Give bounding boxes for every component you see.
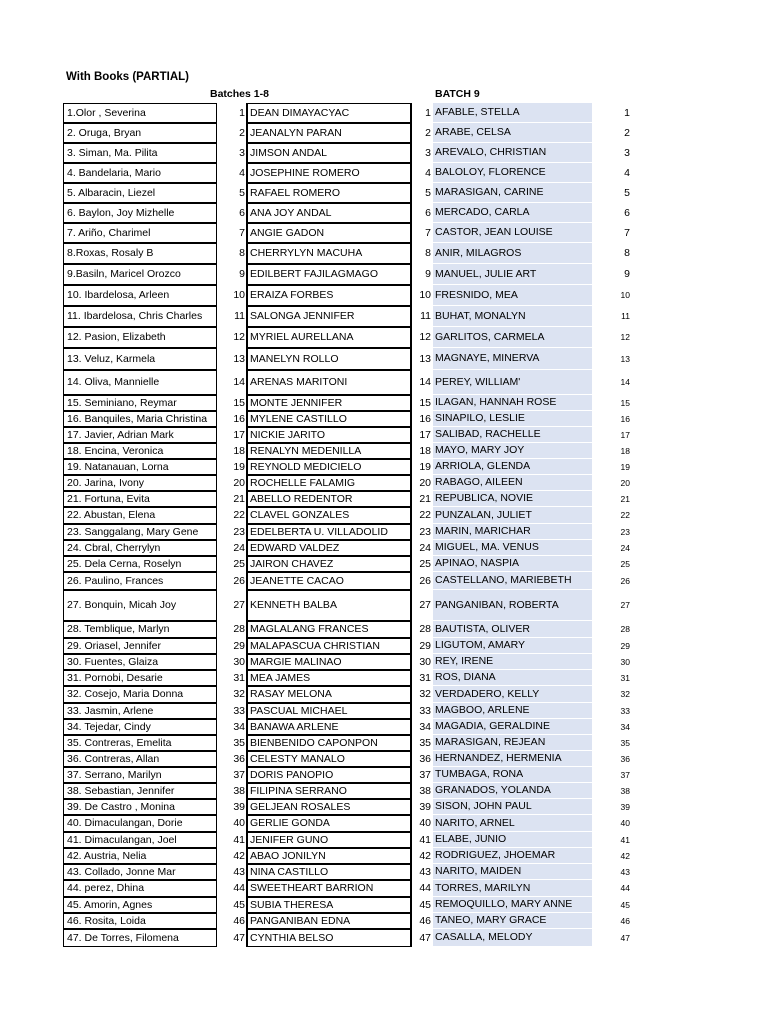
batch-number-cell: 35: [233, 736, 245, 749]
batch9-count-cell: 46: [620, 915, 630, 926]
batch9-count-cell: 38: [620, 785, 630, 796]
batch-name-cell: DORIS PANOPIO: [246, 767, 412, 783]
member-name-cell: 39. De Castro , Monina: [63, 799, 217, 815]
member-name-cell: 4. Bandelaria, Mario: [63, 163, 217, 183]
member-name-cell: 1.Olor , Severina: [63, 103, 217, 123]
batch-number-cell: 29: [233, 639, 245, 652]
member-name-cell: 42. Austria, Nelia: [63, 848, 217, 864]
batch9-count-cell: 35: [620, 737, 630, 748]
header-batches-1-8: Batches 1-8: [210, 88, 269, 100]
batch9-name-cell: MARASIGAN, CARINE: [433, 183, 592, 203]
batch-number-cell: 26: [233, 574, 245, 587]
batch9-name-cell: NARITO, MAIDEN: [433, 864, 592, 880]
member-name-cell: 20. Jarina, Ivony: [63, 475, 217, 491]
batch9-number-cell: 1: [425, 106, 431, 119]
batch9-count-cell: 11: [621, 311, 630, 322]
batch9-name-cell: MARASIGAN, REJEAN: [433, 735, 592, 751]
batch-name-cell: JAIRON CHAVEZ: [246, 556, 412, 572]
batch-number-cell: 14: [233, 376, 245, 389]
batch-name-cell: PANGANIBAN EDNA: [246, 913, 412, 929]
batch-number-cell: 42: [233, 849, 245, 862]
batch-name-cell: CLAVEL GONZALES: [246, 507, 412, 524]
batch-name-cell: ARENAS MARITONI: [246, 370, 412, 395]
batch9-name-cell: REPUBLICA, NOVIE: [433, 491, 592, 507]
batch-number-cell: 23: [233, 525, 245, 538]
batch-name-cell: MANELYN ROLLO: [246, 348, 412, 370]
batch9-name-cell: HERNANDEZ, HERMENIA: [433, 751, 592, 767]
member-name-cell: 40. Dimaculangan, Dorie: [63, 815, 217, 832]
member-name-cell: 28. Temblique, Marlyn: [63, 621, 217, 638]
batch-number-cell: 15: [233, 396, 245, 409]
batch-number-cell: 37: [233, 768, 245, 781]
batch9-count-cell: 32: [620, 689, 630, 700]
batch9-name-cell: CASTOR, JEAN LOUISE: [433, 223, 592, 243]
batch-name-cell: MONTE JENNIFER: [246, 395, 412, 411]
member-name-cell: 33. Jasmin, Arlene: [63, 703, 217, 719]
batch9-name-cell: MAGBOO, ARLENE: [433, 703, 592, 719]
member-name-cell: 3. Siman, Ma. Pilita: [63, 143, 217, 163]
batch9-number-cell: 39: [419, 800, 431, 813]
member-name-cell: 29. Oriasel, Jennifer: [63, 638, 217, 654]
batch9-number-cell: 33: [419, 704, 431, 717]
batch9-number-cell: 23: [419, 525, 431, 538]
batch9-number-cell: 41: [419, 833, 431, 846]
member-name-cell: 27. Bonquin, Micah Joy: [63, 590, 217, 621]
batch9-number-cell: 40: [419, 817, 431, 830]
batch9-count-cell: 16: [620, 413, 630, 424]
batch9-number-cell: 20: [419, 476, 431, 489]
batch9-count-cell: 28: [620, 624, 630, 635]
batch-name-cell: JEANALYN PARAN: [246, 123, 412, 143]
batch9-number-cell: 34: [419, 720, 431, 733]
batch-number-cell: 5: [239, 186, 245, 199]
batch9-count-cell: 42: [620, 850, 630, 861]
member-name-cell: 24. Cbral, Cherrylyn: [63, 540, 217, 556]
member-name-cell: 17. Javier, Adrian Mark: [63, 427, 217, 443]
batch9-number-cell: 16: [419, 412, 431, 425]
batch-name-cell: GERLIE GONDA: [246, 815, 412, 832]
batch9-count-cell: 23: [620, 526, 630, 537]
batch9-count-cell: 12: [620, 332, 630, 343]
member-name-cell: 9.Basiln, Maricel Orozco: [63, 264, 217, 285]
batch9-number-cell: 8: [425, 247, 431, 260]
batch-number-cell: 6: [239, 206, 245, 219]
member-name-cell: 16. Banquiles, Maria Christina: [63, 411, 217, 427]
batch9-number-cell: 3: [425, 146, 431, 159]
batch9-count-cell: 5: [624, 186, 630, 199]
batch9-name-cell: ARRIOLA, GLENDA: [433, 459, 592, 475]
batch-name-cell: NINA CASTILLO: [246, 864, 412, 880]
batch-name-cell: JEANETTE CACAO: [246, 572, 412, 590]
member-name-cell: 43. Collado, Jonne Mar: [63, 864, 217, 880]
batch-name-cell: REYNOLD MEDICIELO: [246, 459, 412, 475]
batch9-count-cell: 21: [620, 493, 630, 504]
batch9-count-cell: 47: [620, 932, 630, 943]
member-name-cell: 35. Contreras, Emelita: [63, 735, 217, 751]
batch-name-cell: ABAO JONILYN: [246, 848, 412, 864]
batch-name-cell: ANGIE GADON: [246, 223, 412, 243]
batch9-count-cell: 39: [620, 801, 630, 812]
batch9-name-cell: CASTELLANO, MARIEBETH: [433, 572, 592, 590]
batch9-name-cell: BALOLOY, FLORENCE: [433, 163, 592, 183]
batch9-count-cell: 27: [620, 600, 630, 611]
batch-number-cell: 33: [233, 704, 245, 717]
member-name-cell: 46. Rosita, Loida: [63, 913, 217, 929]
batch9-count-cell: 8: [624, 247, 630, 260]
batch9-count-cell: 33: [620, 705, 630, 716]
batch-number-cell: 32: [233, 688, 245, 701]
batch-number-cell: 9: [239, 268, 245, 281]
member-name-cell: 13. Veluz, Karmela: [63, 348, 217, 370]
batch-name-cell: ANA JOY ANDAL: [246, 203, 412, 223]
batch9-name-cell: ANIR, MILAGROS: [433, 243, 592, 264]
batch-name-cell: SWEETHEART BARRION: [246, 880, 412, 897]
member-name-cell: 36. Contreras, Allan: [63, 751, 217, 767]
batch9-name-cell: ARABE, CELSA: [433, 123, 592, 143]
batch9-count-cell: 41: [620, 834, 630, 845]
batch-name-cell: KENNETH BALBA: [246, 590, 412, 621]
batch9-number-cell: 22: [419, 509, 431, 522]
batch-number-cell: 7: [239, 226, 245, 239]
member-name-cell: 5. Albaracin, Liezel: [63, 183, 217, 203]
batch9-name-cell: ELABE, JUNIO: [433, 832, 592, 848]
batch-number-cell: 1: [239, 106, 245, 119]
member-name-cell: 14. Oliva, Mannielle: [63, 370, 217, 395]
member-name-cell: 41. Dimaculangan, Joel: [63, 832, 217, 848]
batch9-name-cell: RODRIGUEZ, JHOEMAR: [433, 848, 592, 864]
batch-number-cell: 8: [239, 247, 245, 260]
member-name-cell: 22. Abustan, Elena: [63, 507, 217, 524]
batch9-number-cell: 13: [419, 352, 431, 365]
batch9-number-cell: 38: [419, 784, 431, 797]
batch9-count-cell: 29: [620, 640, 630, 651]
batch9-count-cell: 30: [620, 656, 630, 667]
batch-name-cell: MARGIE MALINAO: [246, 654, 412, 670]
batch-name-cell: ERAIZA FORBES: [246, 285, 412, 306]
member-name-cell: 37. Serrano, Marilyn: [63, 767, 217, 783]
batch9-count-cell: 34: [620, 721, 630, 732]
batch9-count-cell: 36: [620, 753, 630, 764]
batch9-name-cell: FRESNIDO, MEA: [433, 285, 592, 306]
member-name-cell: 26. Paulino, Frances: [63, 572, 217, 590]
batch9-count-cell: 13: [620, 353, 630, 364]
batch9-name-cell: ROS, DIANA: [433, 670, 592, 686]
batch-number-cell: 31: [233, 671, 245, 684]
member-name-cell: 45. Amorin, Agnes: [63, 897, 217, 913]
member-name-cell: 47. De Torres, Filomena: [63, 929, 217, 947]
member-name-cell: 8.Roxas, Rosaly B: [63, 243, 217, 264]
batch9-count-cell: 17: [620, 429, 630, 440]
batch9-count-cell: 4: [624, 166, 630, 179]
batch9-count-cell: 25: [620, 558, 630, 569]
member-name-cell: 31. Pornobi, Desarie: [63, 670, 217, 686]
batch9-number-cell: 44: [419, 882, 431, 895]
batch9-number-cell: 29: [419, 639, 431, 652]
batch9-name-cell: MIGUEL, MA. VENUS: [433, 540, 592, 556]
batch-name-cell: GELJEAN ROSALES: [246, 799, 412, 815]
batch9-count-cell: 1: [624, 106, 630, 119]
batch-number-cell: 36: [233, 752, 245, 765]
batch9-name-cell: MANUEL, JULIE ART: [433, 264, 592, 285]
batch-name-cell: SUBIA THERESA: [246, 897, 412, 913]
batch9-number-cell: 46: [419, 914, 431, 927]
batch9-name-cell: BUHAT, MONALYN: [433, 306, 592, 327]
page-title: With Books (PARTIAL): [66, 71, 189, 83]
member-name-cell: 12. Pasion, Elizabeth: [63, 327, 217, 348]
batch9-name-cell: AREVALO, CHRISTIAN: [433, 143, 592, 163]
batch9-name-cell: TUMBAGA, RONA: [433, 767, 592, 783]
batch9-number-cell: 26: [419, 574, 431, 587]
batch9-number-cell: 9: [425, 268, 431, 281]
member-name-cell: 23. Sanggalang, Mary Gene: [63, 524, 217, 540]
batch-name-cell: PASCUAL MICHAEL: [246, 703, 412, 719]
batch9-number-cell: 6: [425, 206, 431, 219]
member-name-cell: 6. Baylon, Joy Mizhelle: [63, 203, 217, 223]
batch-number-cell: 24: [233, 541, 245, 554]
batch9-name-cell: BAUTISTA, OLIVER: [433, 621, 592, 638]
batch-number-cell: 34: [233, 720, 245, 733]
batch9-number-cell: 35: [419, 736, 431, 749]
member-name-cell: 38. Sebastian, Jennifer: [63, 783, 217, 799]
batch-name-cell: RASAY MELONA: [246, 686, 412, 703]
batch9-name-cell: SINAPILO, LESLIE: [433, 411, 592, 427]
batch9-count-cell: 6: [624, 206, 630, 219]
batch9-name-cell: ILAGAN, HANNAH ROSE: [433, 395, 592, 411]
batch-number-cell: 27: [233, 599, 245, 612]
member-name-cell: 21. Fortuna, Evita: [63, 491, 217, 507]
batch9-number-cell: 42: [419, 849, 431, 862]
batch9-name-cell: REMOQUILLO, MARY ANNE: [433, 897, 592, 913]
batch9-number-cell: 27: [419, 599, 431, 612]
batch9-name-cell: LIGUTOM, AMARY: [433, 638, 592, 654]
member-name-cell: 34. Tejedar, Cindy: [63, 719, 217, 735]
batch9-number-cell: 24: [419, 541, 431, 554]
batch9-number-cell: 14: [419, 376, 431, 389]
batch9-name-cell: PEREY, WILLIAM': [433, 370, 592, 395]
batch9-count-cell: 3: [624, 146, 630, 159]
batch9-name-cell: PUNZALAN, JULIET: [433, 507, 592, 524]
batch9-name-cell: APINAO, NASPIA: [433, 556, 592, 572]
batch9-name-cell: TANEO, MARY GRACE: [433, 913, 592, 929]
batch9-number-cell: 10: [419, 289, 431, 302]
batch9-name-cell: RABAGO, AILEEN: [433, 475, 592, 491]
batch9-count-cell: 37: [620, 769, 630, 780]
batch9-name-cell: TORRES, MARILYN: [433, 880, 592, 897]
batch-number-cell: 16: [233, 412, 245, 425]
batch9-count-cell: 9: [624, 268, 630, 281]
batch9-count-cell: 19: [620, 461, 630, 472]
batch-name-cell: JENIFER GUNO: [246, 832, 412, 848]
batch9-count-cell: 43: [620, 866, 630, 877]
batch9-count-cell: 22: [620, 510, 630, 521]
batch9-number-cell: 19: [419, 460, 431, 473]
batch9-number-cell: 18: [419, 444, 431, 457]
batch-number-cell: 38: [233, 784, 245, 797]
member-name-cell: 2. Oruga, Bryan: [63, 123, 217, 143]
batch9-count-cell: 24: [620, 542, 630, 553]
batch-number-cell: 10: [233, 289, 245, 302]
batch-number-cell: 41: [233, 833, 245, 846]
batch9-name-cell: SISON, JOHN PAUL: [433, 799, 592, 815]
batch9-name-cell: CASALLA, MELODY: [433, 929, 592, 947]
batch9-number-cell: 36: [419, 752, 431, 765]
batch-number-cell: 22: [233, 509, 245, 522]
batch9-number-cell: 7: [425, 226, 431, 239]
batch9-number-cell: 45: [419, 898, 431, 911]
batch-name-cell: CELESTY MANALO: [246, 751, 412, 767]
batch9-number-cell: 30: [419, 655, 431, 668]
batch9-count-cell: 10: [620, 290, 630, 301]
batch-name-cell: MYLENE CASTILLO: [246, 411, 412, 427]
member-name-cell: 10. Ibardelosa, Arleen: [63, 285, 217, 306]
batch-number-cell: 3: [239, 146, 245, 159]
batch9-name-cell: NARITO, ARNEL: [433, 815, 592, 832]
batch-name-cell: JOSEPHINE ROMERO: [246, 163, 412, 183]
batch-number-cell: 18: [233, 444, 245, 457]
batch9-name-cell: MAGNAYE, MINERVA: [433, 348, 592, 370]
batch9-number-cell: 5: [425, 186, 431, 199]
member-name-cell: 30. Fuentes, Glaiza: [63, 654, 217, 670]
batch9-name-cell: GRANADOS, YOLANDA: [433, 783, 592, 799]
batch-number-cell: 25: [233, 557, 245, 570]
batch9-count-cell: 45: [620, 899, 630, 910]
batch-number-cell: 39: [233, 800, 245, 813]
batch-name-cell: CYNTHIA BELSO: [246, 929, 412, 947]
batch9-number-cell: 32: [419, 688, 431, 701]
batch9-name-cell: VERDADERO, KELLY: [433, 686, 592, 703]
batch-number-cell: 30: [233, 655, 245, 668]
batch-name-cell: EDELBERTA U. VILLADOLID: [246, 524, 412, 540]
batch-name-cell: CHERRYLYN MACUHA: [246, 243, 412, 264]
batch-name-cell: ROCHELLE FALAMIG: [246, 475, 412, 491]
batch9-number-cell: 37: [419, 768, 431, 781]
batch-number-cell: 47: [233, 931, 245, 944]
member-name-cell: 32. Cosejo, Maria Donna: [63, 686, 217, 703]
member-name-cell: 44. perez, Dhina: [63, 880, 217, 897]
batch9-count-cell: 14: [620, 377, 630, 388]
batch9-count-cell: 15: [620, 397, 630, 408]
member-name-cell: 11. Ibardelosa, Chris Charles: [63, 306, 217, 327]
batch9-name-cell: REY, IRENE: [433, 654, 592, 670]
batch9-number-cell: 17: [419, 428, 431, 441]
batch-name-cell: NICKIE JARITO: [246, 427, 412, 443]
batch9-count-cell: 18: [620, 445, 630, 456]
batch9-number-cell: 15: [419, 396, 431, 409]
batch-name-cell: FILIPINA SERRANO: [246, 783, 412, 799]
batch-number-cell: 17: [233, 428, 245, 441]
batch-number-cell: 45: [233, 898, 245, 911]
batch9-count-cell: 2: [624, 126, 630, 139]
batch-number-cell: 13: [233, 352, 245, 365]
batch9-count-cell: 31: [620, 672, 630, 683]
batch9-name-cell: MERCADO, CARLA: [433, 203, 592, 223]
batch9-name-cell: PANGANIBAN, ROBERTA: [433, 590, 592, 621]
batch-number-cell: 11: [234, 310, 245, 323]
batch-number-cell: 44: [233, 882, 245, 895]
batch9-count-cell: 20: [620, 477, 630, 488]
batch9-name-cell: GARLITOS, CARMELA: [433, 327, 592, 348]
batch-number-cell: 19: [233, 460, 245, 473]
batch9-name-cell: MAYO, MARY JOY: [433, 443, 592, 459]
batch9-name-cell: MARIN, MARICHAR: [433, 524, 592, 540]
batch-name-cell: RAFAEL ROMERO: [246, 183, 412, 203]
batch-name-cell: EDILBERT FAJILAGMAGO: [246, 264, 412, 285]
member-name-cell: 15. Seminiano, Reymar: [63, 395, 217, 411]
member-name-cell: 25. Dela Cerna, Roselyn: [63, 556, 217, 572]
batch9-number-cell: 47: [419, 931, 431, 944]
batch-number-cell: 28: [233, 623, 245, 636]
batch9-number-cell: 21: [419, 492, 431, 505]
batch-number-cell: 40: [233, 817, 245, 830]
batch-name-cell: MALAPASCUA CHRISTIAN: [246, 638, 412, 654]
batch-number-cell: 12: [233, 331, 245, 344]
batch9-number-cell: 12: [419, 331, 431, 344]
batch-name-cell: BIENBENIDO CAPONPON: [246, 735, 412, 751]
batch-name-cell: MAGLALANG FRANCES: [246, 621, 412, 638]
batch9-name-cell: MAGADIA, GERALDINE: [433, 719, 592, 735]
batch9-number-cell: 2: [425, 126, 431, 139]
batch9-number-cell: 11: [420, 310, 431, 323]
member-name-cell: 7. Ariño, Charimel: [63, 223, 217, 243]
batch9-number-cell: 4: [425, 166, 431, 179]
member-name-cell: 19. Natanauan, Lorna: [63, 459, 217, 475]
batch-name-cell: DEAN DIMAYACYAC: [246, 103, 412, 123]
batch9-count-cell: 44: [620, 883, 630, 894]
batch-name-cell: BANAWA ARLENE: [246, 719, 412, 735]
batch-name-cell: EDWARD VALDEZ: [246, 540, 412, 556]
batch9-name-cell: SALIBAD, RACHELLE: [433, 427, 592, 443]
header-batch-9: BATCH 9: [435, 88, 480, 100]
batch-number-cell: 20: [233, 476, 245, 489]
batch-name-cell: ABELLO REDENTOR: [246, 491, 412, 507]
member-name-cell: 18. Encina, Veronica: [63, 443, 217, 459]
batch9-name-cell: AFABLE, STELLA: [433, 103, 592, 123]
batch-number-cell: 46: [233, 914, 245, 927]
batch9-count-cell: 40: [620, 818, 630, 829]
batch-name-cell: MYRIEL AURELLANA: [246, 327, 412, 348]
batch-name-cell: SALONGA JENNIFER: [246, 306, 412, 327]
batch9-count-cell: 7: [624, 226, 630, 239]
batch-name-cell: MEA JAMES: [246, 670, 412, 686]
batch-number-cell: 21: [233, 492, 245, 505]
batch-number-cell: 4: [239, 166, 245, 179]
batch9-number-cell: 43: [419, 865, 431, 878]
batch9-number-cell: 31: [419, 671, 431, 684]
batch9-count-cell: 26: [620, 575, 630, 586]
batch-number-cell: 43: [233, 865, 245, 878]
batch-number-cell: 2: [239, 126, 245, 139]
batch-name-cell: RENALYN MEDENILLA: [246, 443, 412, 459]
batch9-number-cell: 25: [419, 557, 431, 570]
batch-name-cell: JIMSON ANDAL: [246, 143, 412, 163]
batch9-number-cell: 28: [419, 623, 431, 636]
